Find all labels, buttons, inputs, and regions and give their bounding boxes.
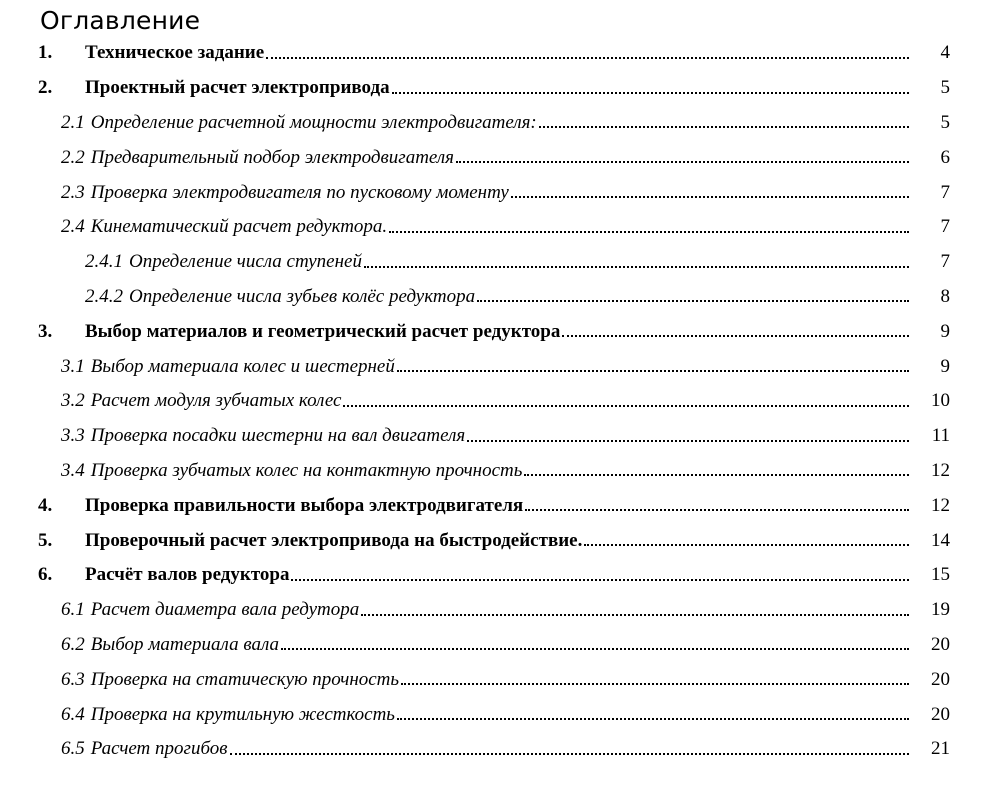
toc-entry-number: 2.4.2: [85, 285, 123, 307]
toc-entry-6-2[interactable]: [0, 628, 1000, 663]
toc-entry-title: Определение расчетной мощности электродвигателя:: [90, 111, 537, 133]
toc-entry-number: 6.4: [61, 703, 85, 725]
toc-entry-6-5[interactable]: [0, 732, 1000, 767]
toc-entry-number: 2.2: [61, 146, 85, 168]
toc-entry-number: 2.4.1: [85, 251, 123, 273]
toc-entry-title: Определение числа зубьев колёс редуктора: [129, 285, 476, 307]
toc-list: [0, 36, 1000, 767]
toc-entry-title: Выбор материалов и геометрический расчет редуктора: [85, 320, 561, 342]
dot-leader: [511, 196, 909, 198]
dot-leader: [361, 614, 909, 616]
dot-leader: [392, 92, 909, 94]
toc-entry-page: 20: [931, 668, 950, 690]
toc-entry-title: Проверка электродвигателя по пусковому моменту: [90, 181, 509, 203]
toc-entry-number: 3.4: [61, 459, 85, 481]
toc-entry-title: Расчёт валов редуктора: [85, 564, 290, 586]
dot-leader: [525, 509, 909, 511]
toc-entry-2-1[interactable]: [0, 106, 1000, 141]
toc-entry-title: Проверка на статическую прочность: [90, 668, 400, 690]
toc-entry-1[interactable]: [0, 36, 1000, 71]
toc-entry-6[interactable]: [0, 558, 1000, 593]
toc-entry-number: 2.4: [61, 216, 85, 238]
toc-entry-number: 4.: [38, 494, 53, 516]
toc-entry-number: 6.: [38, 564, 53, 586]
toc-entry-title: Выбор материала колес и шестерней: [90, 355, 395, 377]
toc-entry-3-2[interactable]: [0, 384, 1000, 419]
toc-entry-page: 12: [931, 494, 950, 516]
toc-entry-title: Выбор материала вала: [90, 633, 279, 655]
toc-entry-title: Определение числа ступеней: [129, 251, 362, 273]
toc-entry-title: Проверка посадки шестерни на вал двигателя: [90, 425, 466, 447]
toc-entry-number: 3.3: [61, 425, 85, 447]
toc-entry-title: Проверка правильности выбора электродвигателя: [85, 494, 524, 516]
toc-entry-number: 6.2: [61, 633, 85, 655]
dot-leader: [477, 300, 909, 302]
toc-entry-6-3[interactable]: [0, 662, 1000, 697]
dot-leader: [562, 335, 909, 337]
toc-entry-number: 3.1: [61, 355, 85, 377]
toc-entry-number: 3.2: [61, 390, 85, 412]
toc-entry-title: Проверочный расчет электропривода на быстродействие.: [85, 529, 583, 551]
toc-entry-6-4[interactable]: [0, 697, 1000, 732]
toc-entry-page: 11: [931, 425, 950, 447]
toc-entry-number: 6.5: [61, 738, 85, 760]
toc-entry-3-1[interactable]: [0, 349, 1000, 384]
dot-leader: [266, 57, 909, 59]
dot-leader: [291, 579, 909, 581]
toc-entry-title: Проверка на крутильную жесткость: [90, 703, 395, 725]
toc-entry-2-4[interactable]: [0, 210, 1000, 245]
dot-leader: [397, 718, 909, 720]
toc-entry-number: 2.1: [61, 111, 85, 133]
dot-leader: [401, 683, 909, 685]
dot-leader: [539, 126, 909, 128]
toc-entry-page: 20: [931, 633, 950, 655]
dot-leader: [281, 648, 909, 650]
toc-entry-number: 6.1: [61, 599, 85, 621]
dot-leader: [389, 231, 909, 233]
toc-entry-3-3[interactable]: [0, 419, 1000, 454]
toc-entry-4[interactable]: [0, 488, 1000, 523]
toc-entry-page: 9: [940, 320, 950, 342]
toc-entry-2-4-1[interactable]: [0, 245, 1000, 280]
toc-entry-title: Предварительный подбор электродвигателя: [90, 146, 455, 168]
toc-entry-title: Кинематический расчет редуктора.: [90, 216, 388, 238]
toc-entry-title: Проверка зубчатых колес на контактную прочность: [90, 459, 523, 481]
toc-title: Оглавление: [40, 6, 201, 35]
dot-leader: [456, 161, 909, 163]
toc-entry-page: 5: [940, 77, 950, 99]
toc-entry-number: 6.3: [61, 668, 85, 690]
toc-entry-number: 2.: [38, 77, 53, 99]
toc-entry-title: Расчет диаметра вала редутора: [90, 599, 360, 621]
toc-entry-page: 19: [931, 599, 950, 621]
toc-entry-5[interactable]: [0, 523, 1000, 558]
toc-entry-page: 8: [940, 285, 950, 307]
toc-entry-page: 4: [940, 42, 950, 64]
dot-leader: [524, 474, 909, 476]
dot-leader: [584, 544, 909, 546]
toc-entry-number: 5.: [38, 529, 53, 551]
toc-entry-title: Техническое задание: [85, 42, 265, 64]
toc-entry-page: 9: [940, 355, 950, 377]
toc-entry-3[interactable]: [0, 314, 1000, 349]
toc-entry-3-4[interactable]: [0, 454, 1000, 489]
dot-leader: [230, 753, 910, 755]
toc-entry-page: 6: [940, 146, 950, 168]
toc-entry-number: 3.: [38, 320, 53, 342]
toc-entry-page: 5: [940, 111, 950, 133]
dot-leader: [467, 440, 909, 442]
toc-entry-page: 21: [931, 738, 950, 760]
toc-entry-page: 7: [940, 251, 950, 273]
toc-entry-page: 15: [931, 564, 950, 586]
dot-leader: [364, 266, 909, 268]
toc-entry-6-1[interactable]: [0, 593, 1000, 628]
toc-entry-2[interactable]: [0, 71, 1000, 106]
toc-entry-page: 7: [940, 216, 950, 238]
dot-leader: [343, 405, 909, 407]
toc-entry-page: 7: [940, 181, 950, 203]
toc-entry-title: Расчет модуля зубчатых колес: [90, 390, 342, 412]
toc-entry-page: 20: [931, 703, 950, 725]
toc-entry-2-2[interactable]: [0, 140, 1000, 175]
toc-entry-page: 14: [931, 529, 950, 551]
toc-entry-page: 10: [931, 390, 950, 412]
toc-entry-number: 1.: [38, 42, 53, 64]
toc-entry-title: Проектный расчет электропривода: [85, 77, 390, 99]
dot-leader: [397, 370, 909, 372]
toc-entry-2-3[interactable]: [0, 175, 1000, 210]
toc-entry-title: Расчет прогибов: [90, 738, 228, 760]
toc-entry-page: 12: [931, 459, 950, 481]
toc-entry-2-4-2[interactable]: [0, 280, 1000, 315]
toc-entry-number: 2.3: [61, 181, 85, 203]
